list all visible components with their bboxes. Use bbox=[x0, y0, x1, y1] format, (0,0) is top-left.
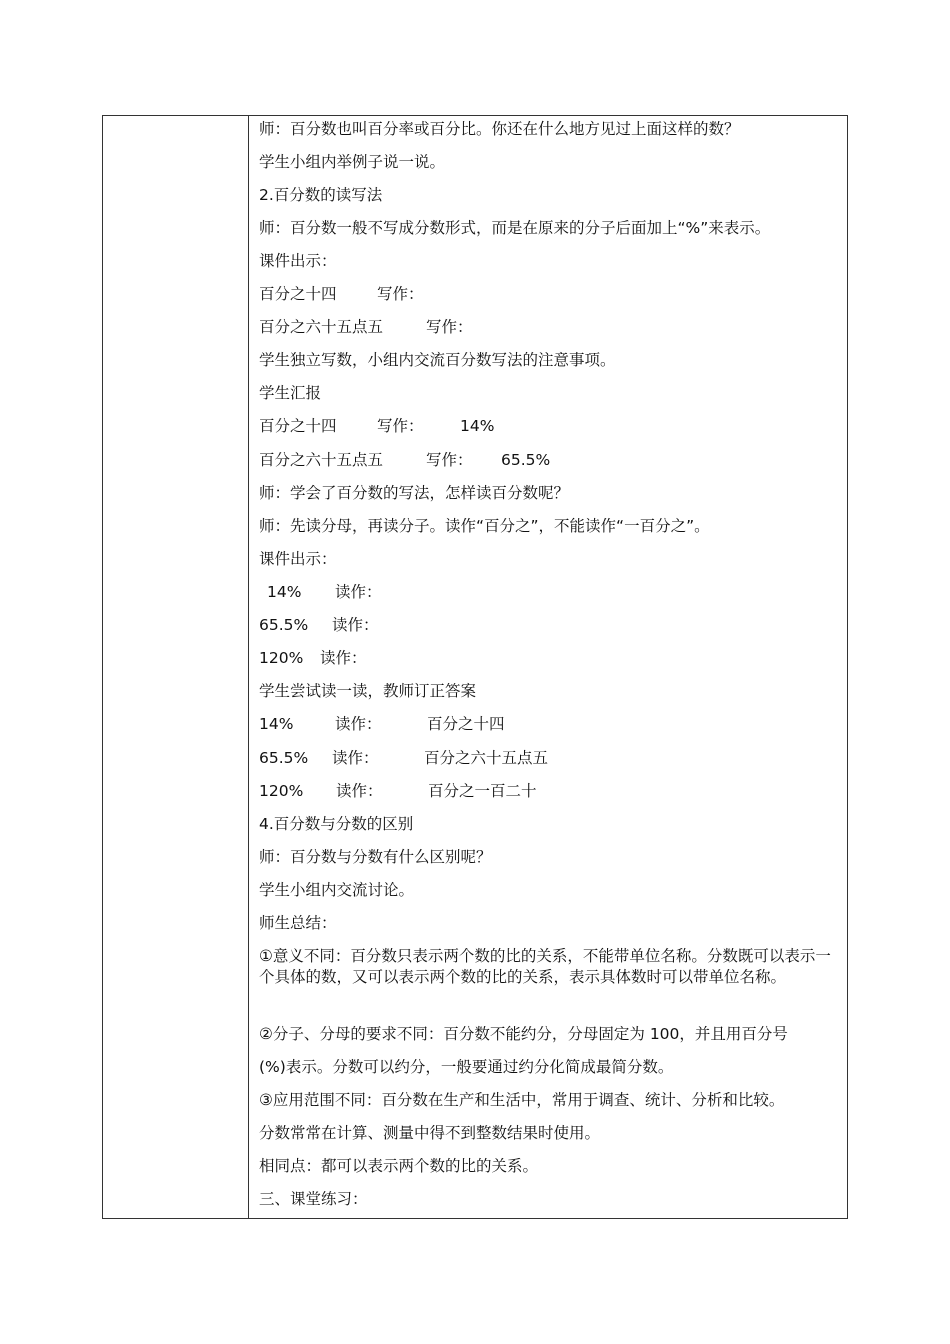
left-column-cell bbox=[103, 116, 249, 1218]
text-line: 课件出示： bbox=[259, 550, 337, 568]
text-line: 学生尝试读一读，教师订正答案 bbox=[259, 682, 477, 700]
exercise-term: 百分之六十五点五 bbox=[259, 318, 384, 336]
text-line: (%)表示。分数可以约分，一般要通过约分化简成最简分数。 bbox=[259, 1058, 674, 1076]
text-line: 师：百分数与分数有什么区别呢？ bbox=[259, 848, 492, 866]
exercise-label: 写作： bbox=[426, 451, 473, 469]
exercise-label: 读作： bbox=[332, 749, 379, 767]
exercise-label: 读作： bbox=[335, 715, 382, 733]
exercise-answer: 百分之六十五点五 bbox=[424, 749, 549, 767]
text-line: 相同点：都可以表示两个数的比的关系。 bbox=[259, 1157, 539, 1175]
text-line: 师：先读分母，再读分子。读作“百分之”，不能读作“一百分之”。 bbox=[259, 517, 710, 535]
text-line: ②分子、分母的要求不同：百分数不能约分，分母固定为 100，并且用百分号 bbox=[259, 1025, 788, 1043]
exercise-term: 百分之十四 bbox=[259, 285, 337, 303]
summary-paragraph: ①意义不同：百分数只表示两个数的比的关系，不能带单位名称。分数既可以表示一个具体的数，又可以表示两个数的比的关系，表示具体数时可以带单位名称。 bbox=[259, 947, 831, 986]
exercise-answer: 百分之十四 bbox=[427, 715, 505, 733]
section-heading: 4.百分数与分数的区别 bbox=[259, 815, 414, 833]
exercise-label: 读作： bbox=[320, 649, 367, 667]
text-line: 师：百分数一般不写成分数形式，而是在原来的分子后面加上“%”来表示。 bbox=[259, 219, 771, 237]
exercise-answer: 14% bbox=[460, 417, 495, 435]
exercise-label: 写作： bbox=[377, 285, 424, 303]
exercise-term: 120% bbox=[259, 782, 304, 800]
exercise-term: 65.5% bbox=[259, 616, 309, 634]
exercise-term: 120% bbox=[259, 649, 304, 667]
exercise-label: 写作： bbox=[426, 318, 473, 336]
exercise-term: 14% bbox=[267, 583, 302, 601]
text-line: ③应用范围不同：百分数在生产和生活中，常用于调查、统计、分析和比较。 bbox=[259, 1091, 785, 1109]
exercise-label: 写作： bbox=[377, 417, 424, 435]
text-line: 学生小组内交流讨论。 bbox=[259, 881, 415, 899]
exercise-label: 读作： bbox=[332, 616, 379, 634]
text-line: 师：百分数也叫百分率或百分比。你还在什么地方见过上面这样的数？ bbox=[259, 120, 740, 138]
text-line: 师生总结： bbox=[259, 914, 337, 932]
exercise-answer: 百分之一百二十 bbox=[428, 782, 537, 800]
text-line: 学生小组内举例子说一说。 bbox=[259, 153, 446, 171]
exercise-term: 14% bbox=[259, 715, 294, 733]
text-line: 学生独立写数，小组内交流百分数写法的注意事项。 bbox=[259, 351, 616, 369]
exercise-term: 65.5% bbox=[259, 749, 309, 767]
text-line: 学生汇报 bbox=[259, 384, 322, 402]
section-heading: 三、课堂练习： bbox=[259, 1190, 368, 1208]
exercise-label: 读作： bbox=[335, 583, 382, 601]
text-line: 师：学会了百分数的写法，怎样读百分数呢？ bbox=[259, 484, 570, 502]
text-line: 分数常常在计算、测量中得不到整数结果时使用。 bbox=[259, 1124, 601, 1142]
exercise-answer: 65.5% bbox=[501, 451, 551, 469]
exercise-label: 读作： bbox=[336, 782, 383, 800]
exercise-term: 百分之十四 bbox=[259, 417, 337, 435]
content-cell bbox=[249, 116, 847, 1218]
section-heading: 2.百分数的读写法 bbox=[259, 186, 383, 204]
lesson-table bbox=[102, 115, 848, 1219]
exercise-term: 百分之六十五点五 bbox=[259, 451, 384, 469]
text-line: 课件出示： bbox=[259, 252, 337, 270]
